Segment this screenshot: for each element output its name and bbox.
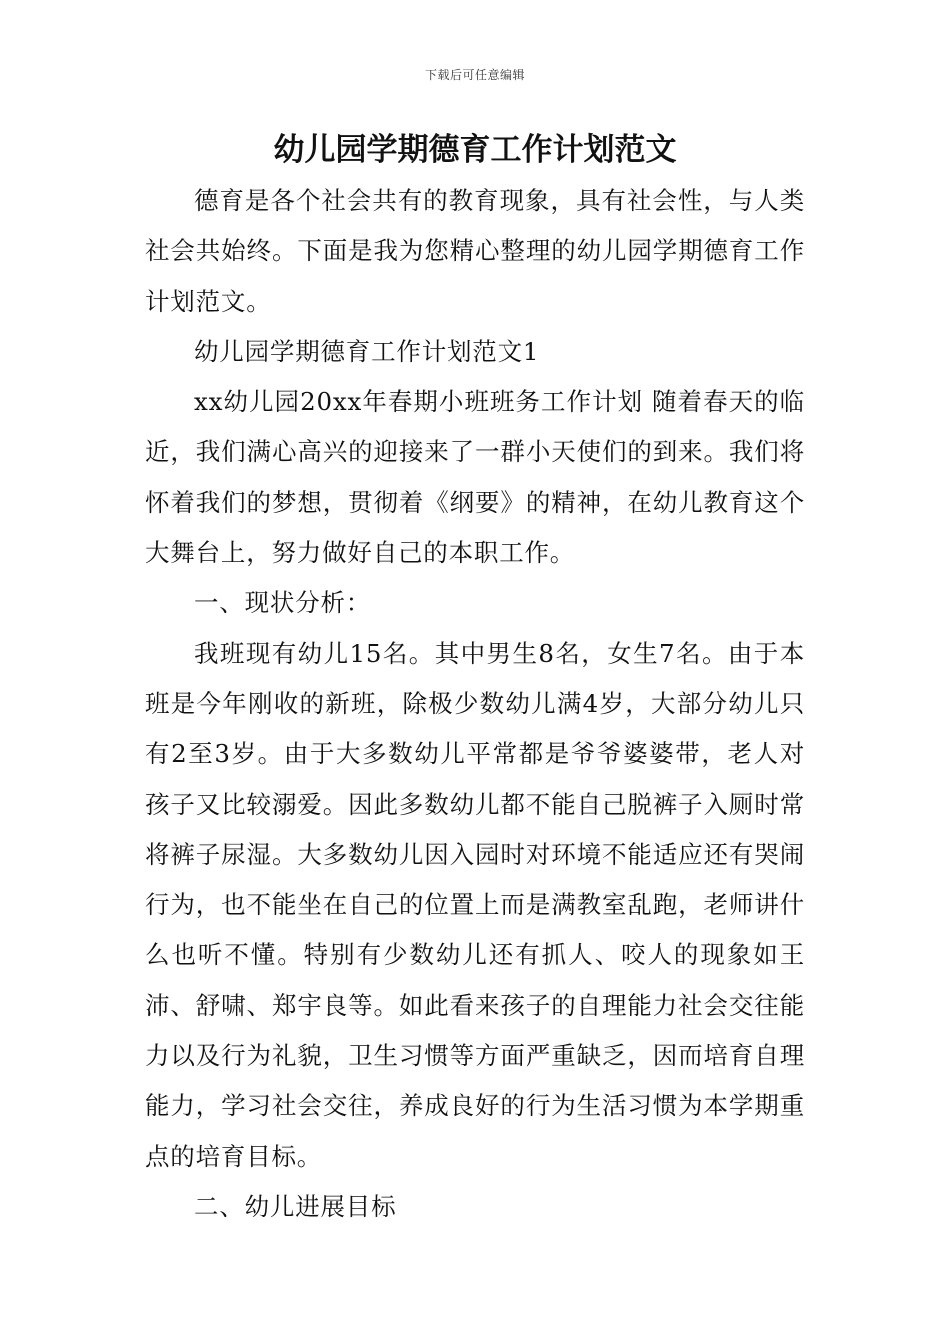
document-title: 幼儿园学期德育工作计划范文 <box>273 132 677 168</box>
document-body <box>145 176 805 1232</box>
paragraph-intro: 德育是各个社会共有的教育现象，具有社会性，与人类社会共始终。下面是我为您精心整理的幼儿园学期德育工作计划范文。 <box>145 186 805 316</box>
header-note: 下载后可任意编辑 <box>424 68 525 82</box>
paragraph-subtitle: 幼儿园学期德育工作计划范文1 <box>194 336 540 366</box>
section-heading-status: 一、现状分析： <box>194 588 372 618</box>
paragraph-status-analysis: 我班现有幼儿15名。其中男生8名，女生7名。由于本班是今年刚收的新班，除极少数幼儿满4岁，大部分幼儿只有2至3岁。由于大多数幼儿平常都是爷爷婆婆带，老人对孩子又比较溺爱。因此多数幼儿都不能自己脱裤子入厕时常将裤子尿湿。大多数幼儿因入园时对环境不能适应还有哭闹行为，也不能坐在自己的位置上而是满教室乱跑，老师讲什么也听不懂。特别有少数幼儿还有抓人、咬人的现象如王沛、舒啸、郑宇良等。如此看来孩子的自理能力社会交往能力以及行为礼貌，卫生习惯等方面严重缺乏，因而培育自理能力，学习社会交往，养成良好的行为生活习惯为本学期重点的培育目标。 <box>145 638 805 1171</box>
paragraph-plan-intro: xx幼儿园20xx年春期小班班务工作计划 随着春天的临近，我们满心高兴的迎接来了一群小天使们的到来。我们将怀着我们的梦想，贯彻着《纲要》的精神，在幼儿教育这个大舞台上，努力做好自己的本职工作。 <box>145 387 805 568</box>
section-heading-goals: 二、幼儿进展目标 <box>194 1191 397 1221</box>
